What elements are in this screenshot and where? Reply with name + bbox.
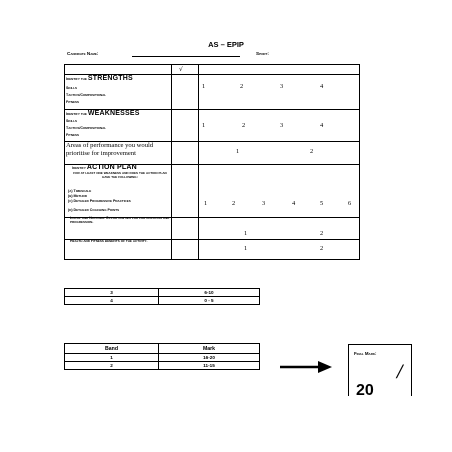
- weaknesses-skills: Skills: [66, 119, 78, 123]
- areas-priority-text: Areas of performance you would prioritise for improvement: [66, 142, 154, 157]
- strengths-fitness: Fitness: [66, 100, 80, 104]
- health-score-1[interactable]: 1: [244, 245, 248, 252]
- areas-score-2[interactable]: 2: [310, 148, 314, 155]
- tick-column-header: √: [179, 66, 183, 73]
- arrow-right-icon: [280, 360, 332, 374]
- band-cell: 4: [65, 297, 159, 305]
- weaknesses-tactics: Tactics/Compositional: [66, 126, 107, 130]
- weaknesses-score-3[interactable]: 3: [280, 122, 284, 129]
- table-row: [65, 289, 260, 297]
- action-plan-timescale: (a) Timescale: [68, 189, 92, 193]
- local-national-score-2[interactable]: 2: [320, 230, 324, 237]
- mark-header: Mark: [159, 344, 260, 354]
- mark-cell: 11-15: [159, 362, 260, 370]
- action-plan-score-4[interactable]: 4: [292, 200, 296, 207]
- weaknesses-score-1[interactable]: 1: [202, 122, 206, 129]
- mark-cell: 16-20: [159, 354, 260, 362]
- column-divider: [198, 65, 199, 259]
- health-score-2[interactable]: 2: [320, 245, 324, 252]
- local-national-text: Local and National Opportunities for participation and progression.: [70, 216, 170, 224]
- areas-score-1[interactable]: 1: [236, 148, 240, 155]
- action-plan-score-1[interactable]: 1: [204, 200, 208, 207]
- action-plan-method: (b) Method: [68, 194, 88, 198]
- band-cell: 2: [65, 362, 159, 370]
- weaknesses-score-4[interactable]: 4: [320, 122, 324, 129]
- candidate-name-field[interactable]: [132, 56, 240, 57]
- final-mark-label: Final Mark:: [354, 351, 377, 356]
- action-plan-heading: Identify ACTION PLAN: [72, 164, 137, 171]
- action-plan-practices: (c) Detailed Progressive Practices: [68, 199, 131, 203]
- band-cell: 3: [65, 289, 159, 297]
- strengths-tactics: Tactics/Compositional: [66, 93, 107, 97]
- final-mark-total: 20: [356, 383, 374, 396]
- weaknesses-score-2[interactable]: 2: [242, 122, 246, 129]
- weaknesses-fitness: Fitness: [66, 133, 80, 137]
- strengths-score-1[interactable]: 1: [202, 83, 206, 90]
- mark-cell: 6-10: [159, 289, 260, 297]
- table-row: [65, 362, 260, 370]
- column-divider: [171, 65, 172, 259]
- strengths-skills: Skills: [66, 86, 78, 90]
- table-header-row: [65, 344, 260, 354]
- mark-cell: 0 - 5: [159, 297, 260, 305]
- local-national-score-1[interactable]: 1: [244, 230, 248, 237]
- strengths-score-2[interactable]: 2: [240, 83, 244, 90]
- health-benefits-text: Health and Fitness benefits of the activity.: [70, 239, 148, 243]
- action-plan-score-2[interactable]: 2: [232, 200, 236, 207]
- action-plan-score-5[interactable]: 5: [320, 200, 324, 207]
- action-plan-coaching: (d) Detailed Coaching Points: [68, 208, 120, 212]
- band-table-lower: [64, 288, 260, 305]
- page-title: AS – EPIP: [208, 40, 244, 49]
- strengths-heading: Identify the STRENGTHS: [66, 75, 133, 82]
- action-plan-score-6[interactable]: 6: [348, 200, 352, 207]
- band-header: Band: [65, 344, 159, 354]
- strengths-score-3[interactable]: 3: [280, 83, 284, 90]
- assessment-table: [64, 64, 360, 260]
- band-table-upper: [64, 343, 260, 370]
- table-row: [65, 354, 260, 362]
- band-cell: 1: [65, 354, 159, 362]
- strengths-score-4[interactable]: 4: [320, 83, 324, 90]
- sport-label: Sport:: [256, 51, 269, 56]
- weaknesses-heading: Identify the WEAKNESSES: [66, 110, 140, 117]
- table-row: [65, 297, 260, 305]
- action-plan-intro: for at least one weakness and does the action plan have the following:: [73, 171, 167, 179]
- action-plan-score-3[interactable]: 3: [262, 200, 266, 207]
- final-mark-slash: /: [397, 362, 403, 382]
- candidate-name-label: Candidate Name:: [67, 51, 99, 56]
